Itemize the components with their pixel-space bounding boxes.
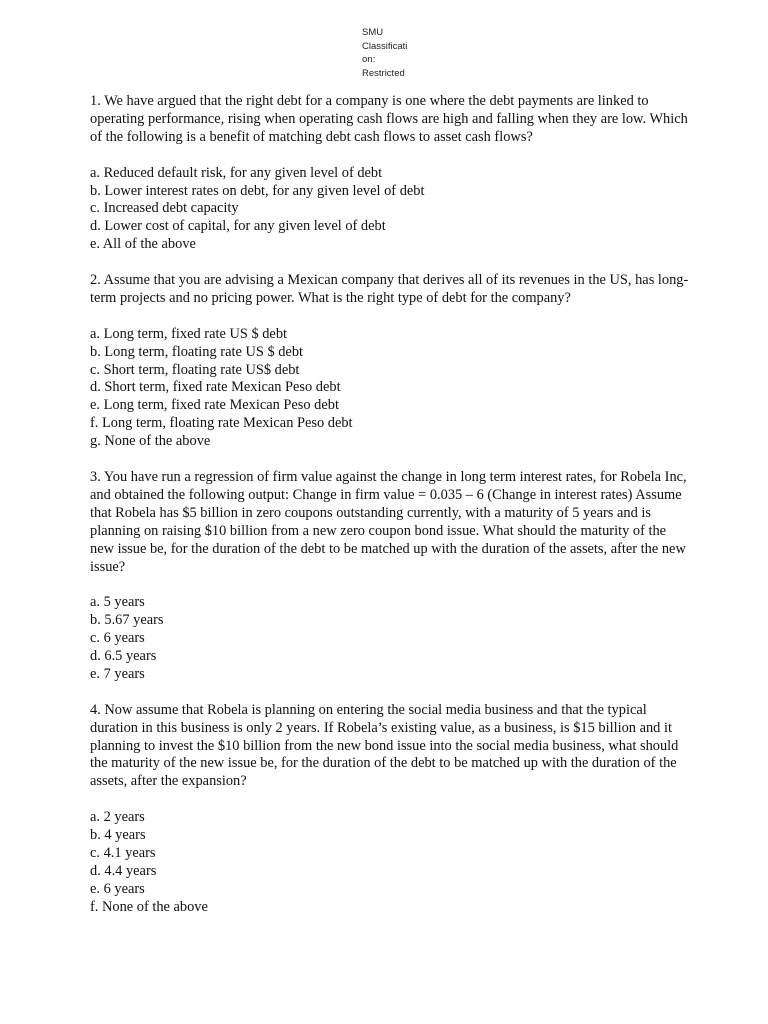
- classification-label: [362, 26, 414, 80]
- answer-option: e. 7 years: [90, 665, 145, 682]
- answer-option: b. 4 years: [90, 827, 146, 844]
- classification-line: SMU: [362, 27, 384, 38]
- answer-option: d. Lower cost of capital, for any given level of debt: [90, 218, 386, 235]
- question-4: [90, 702, 690, 917]
- document-body: [90, 93, 690, 934]
- answer-option: d. Short term, fixed rate Mexican Peso debt: [90, 379, 341, 396]
- question-1: [90, 93, 690, 254]
- answer-option: a. Long term, fixed rate US $ debt: [90, 325, 288, 342]
- answer-option: g. None of the above: [90, 433, 211, 450]
- answer-option: a. 5 years: [90, 594, 145, 611]
- answer-options: [90, 594, 690, 684]
- answer-option: d. 6.5 years: [90, 648, 157, 665]
- answer-option: e. Long term, fixed rate Mexican Peso debt: [90, 397, 339, 414]
- classification-line: on:: [362, 54, 376, 65]
- question-3: [90, 469, 690, 684]
- question-text: 1. We have argued that the right debt for a company is one where the debt payments are linked to operating performance, rising when operating cash flows are high and falling when they are low. Which of the following is a benefit of matching debt cash flows to asset cash flows?: [90, 93, 688, 145]
- question-text: 4. Now assume that Robela is planning on entering the social media business and that the typical duration in this business is only 2 years. If Robela’s existing value, as a business, is $15 billion and it planning to invest the $10 billion from the new bond issue into the social media business, what should the maturity of the new issue be, for the duration of the debt to be matched up with the duration of the assets, after the expansion?: [90, 701, 679, 790]
- answer-option: c. 4.1 years: [90, 844, 156, 861]
- answer-option: c. Short term, floating rate US$ debt: [90, 361, 300, 378]
- answer-options: [90, 809, 690, 916]
- answer-options: [90, 326, 690, 451]
- answer-option: a. 2 years: [90, 809, 145, 826]
- classification-line: Restricted: [362, 67, 405, 79]
- question-text: 3. You have run a regression of firm value against the change in long term interest rates, for Robela Inc, and obtained the following output: Change in firm value = 0.035 – 6 (Change in interest rates) Assume that Robela has $5 billion in zero coupons outstanding currently, with a maturity of 5 years and is planning on raising $10 billion from a new zero coupon bond issue. What should the maturity of the new issue be, for the duration of the debt to be matched up with the duration of the assets, after the new issue?: [90, 468, 687, 575]
- answer-option: a. Reduced default risk, for any given level of debt: [90, 164, 383, 181]
- answer-option: c. Increased debt capacity: [90, 200, 239, 217]
- answer-option: f. Long term, floating rate Mexican Peso debt: [90, 415, 353, 432]
- answer-option: c. 6 years: [90, 630, 145, 647]
- answer-option: f. None of the above: [90, 898, 208, 915]
- answer-option: e. 6 years: [90, 880, 145, 897]
- answer-option: e. All of the above: [90, 236, 196, 253]
- answer-option: b. 5.67 years: [90, 612, 164, 629]
- answer-options: [90, 165, 690, 255]
- question-text: 2. Assume that you are advising a Mexican company that derives all of its revenues in the US, has long-term projects and no pricing power. What is the right type of debt for the company?: [90, 272, 689, 306]
- answer-option: b. Lower interest rates on debt, for any given level of debt: [90, 182, 425, 199]
- question-2: [90, 272, 690, 451]
- answer-option: b. Long term, floating rate US $ debt: [90, 343, 304, 360]
- answer-option: d. 4.4 years: [90, 862, 157, 879]
- classification-line: Classificati: [362, 40, 408, 52]
